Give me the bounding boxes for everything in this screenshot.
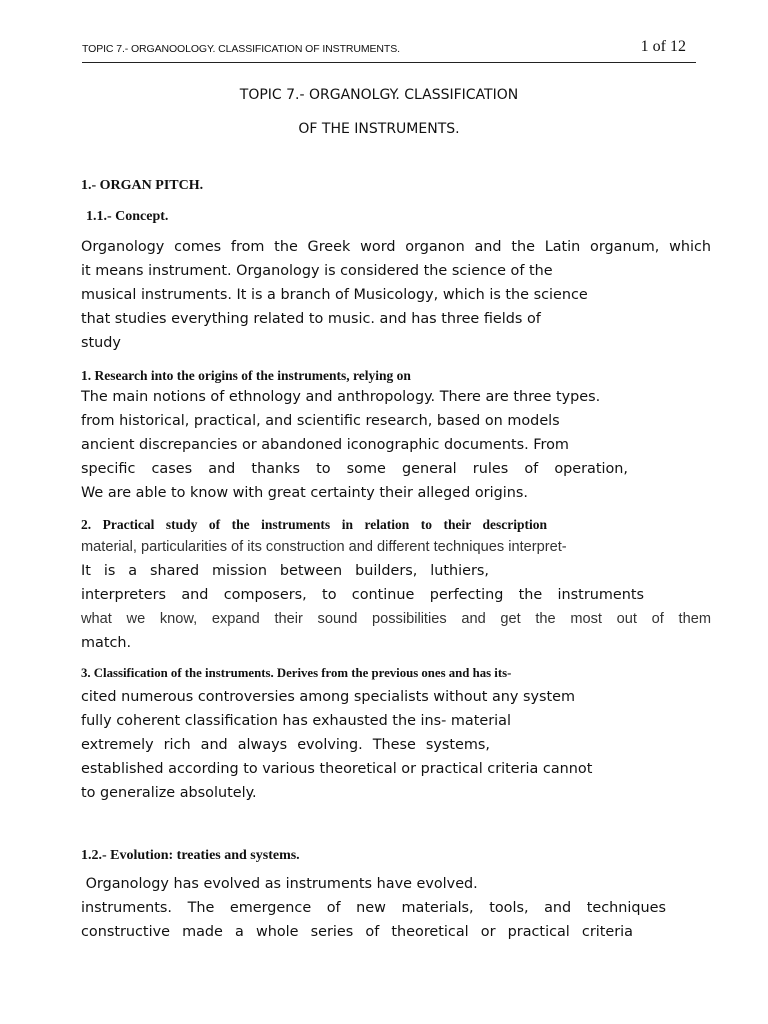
paragraph-line: it means instrument. Organology is considered the science of the bbox=[81, 263, 553, 279]
field-heading-research: 1. Research into the origins of the instruments, relying on bbox=[81, 368, 411, 383]
paragraph-line: specific cases and thanks to some general rules of operation, bbox=[81, 461, 628, 477]
paragraph-line: Organology has evolved as instruments have evolved. bbox=[81, 876, 478, 892]
paragraph-line: to generalize absolutely. bbox=[81, 785, 257, 801]
paragraph-line: The main notions of ethnology and anthropology. There are three types. bbox=[81, 389, 601, 405]
paragraph-line: It is a shared mission between builders, luthiers, bbox=[81, 563, 489, 579]
subsection-heading-concept: 1.1.- Concept. bbox=[86, 209, 169, 224]
section-heading-organ-pitch: 1.- ORGAN PITCH. bbox=[81, 178, 204, 193]
field-heading-classification: 3. Classification of the instruments. Derives from the previous ones and has its- bbox=[81, 666, 512, 680]
paragraph-line: study bbox=[81, 335, 121, 351]
paragraph-line: that studies everything related to music. and has three fields of bbox=[81, 311, 541, 327]
paragraph-line: what we know, expand their sound possibilities and get the most out of them bbox=[81, 611, 711, 627]
paragraph-line: musical instruments. It is a branch of Musicology, which is the science bbox=[81, 287, 588, 303]
paragraph-line: fully coherent classification has exhausted the ins- material bbox=[81, 713, 511, 729]
paragraph-line: established according to various theoretical or practical criteria cannot bbox=[81, 761, 593, 777]
running-header bbox=[82, 38, 696, 63]
paragraph-line: Organology comes from the Greek word organon and the Latin organum, which bbox=[81, 239, 711, 255]
paragraph-line: constructive made a whole series of theoretical or practical criteria bbox=[81, 924, 633, 940]
paragraph-line: We are able to know with great certainty their alleged origins. bbox=[81, 485, 528, 501]
document-title-line-1: TOPIC 7.- ORGANOLGY. CLASSIFICATION bbox=[239, 87, 519, 103]
paragraph-line: extremely rich and always evolving. These systems, bbox=[81, 737, 490, 753]
page-number: 1 of 12 bbox=[640, 38, 686, 55]
paragraph-line: interpreters and composers, to continue perfecting the instruments bbox=[81, 587, 644, 603]
document-title-line-2: OF THE INSTRUMENTS. bbox=[298, 121, 460, 137]
paragraph-line: from historical, practical, and scientific research, based on models bbox=[81, 413, 560, 429]
paragraph-line: cited numerous controversies among specialists without any system bbox=[81, 689, 576, 705]
paragraph-line: match. bbox=[81, 635, 132, 651]
paragraph-line: instruments. The emergence of new materials, tools, and techniques bbox=[81, 900, 666, 916]
subsection-heading-evolution: 1.2.- Evolution: treaties and systems. bbox=[81, 848, 300, 863]
paragraph-line: material, particularities of its construction and different techniques interpret- bbox=[81, 539, 567, 555]
field-heading-practical-study: 2. Practical study of the instruments in relation to their description bbox=[81, 517, 547, 532]
paragraph-line: ancient discrepancies or abandoned iconographic documents. From bbox=[81, 437, 569, 453]
running-title: TOPIC 7.- ORGANOOLOGY. CLASSIFICATION OF INSTRUMENTS. bbox=[82, 43, 400, 55]
